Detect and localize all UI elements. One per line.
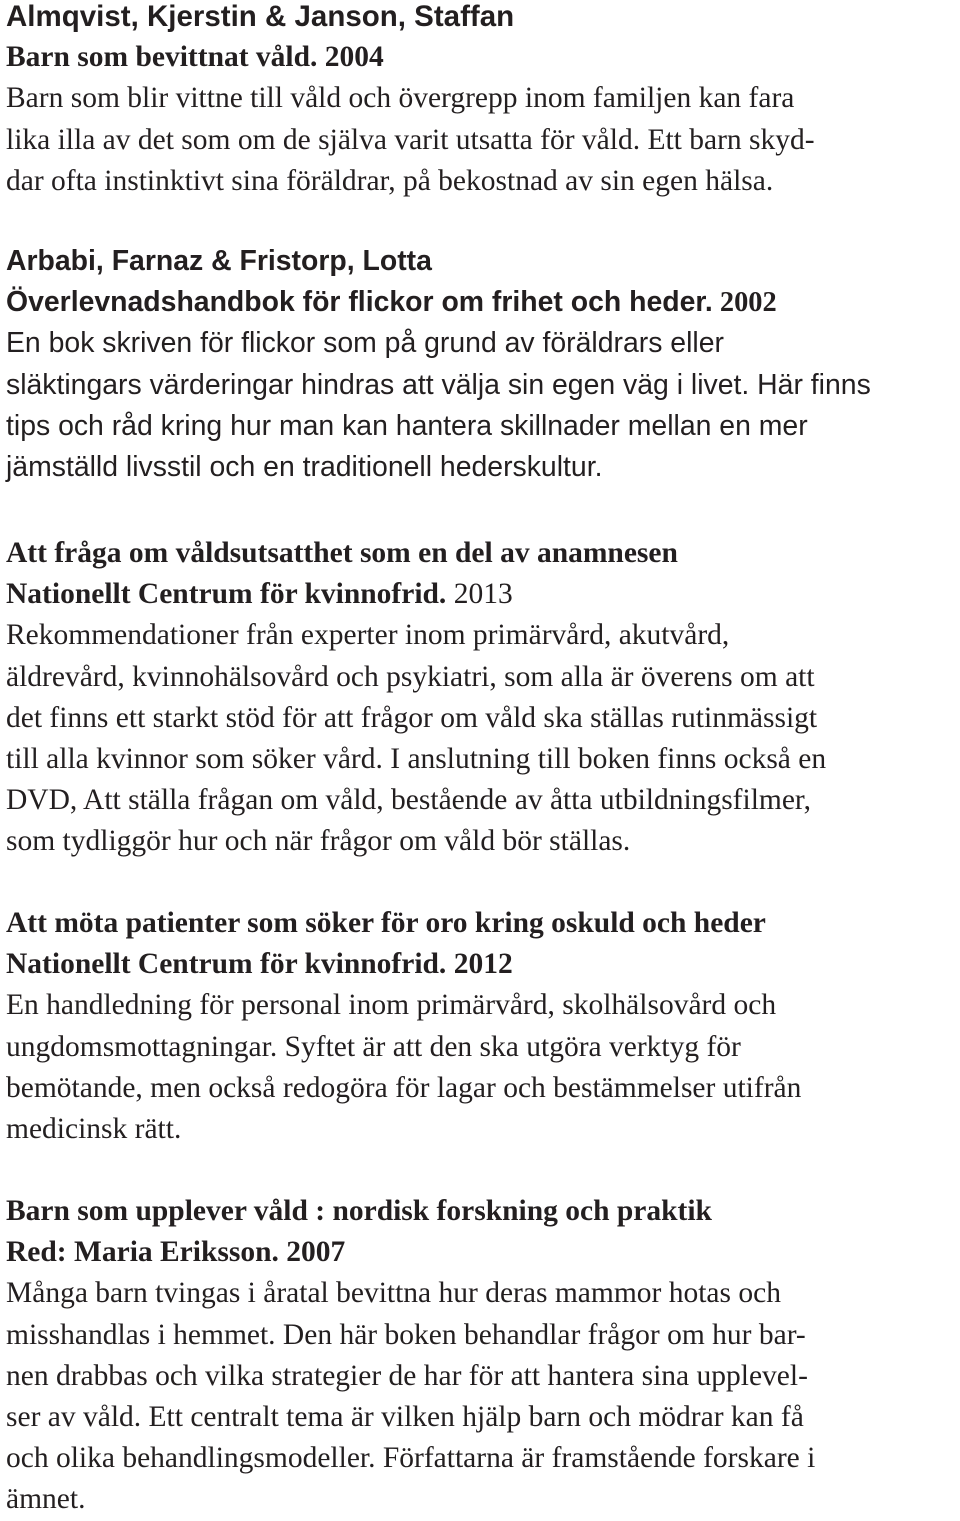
- entry-description-line: Rekommendationer från experter inom primärvård, akutvård,: [6, 619, 730, 652]
- entry-year: 2013: [446, 578, 513, 611]
- entry-description-line: och olika behandlingsmodeller. Författarna är framstående forskare i: [6, 1442, 816, 1475]
- entry-description-line: medicinsk rätt.: [6, 1112, 182, 1145]
- entry-author: Arbabi, Farnaz & Fristorp, Lotta: [6, 245, 432, 277]
- book-entry: [6, 0, 815, 202]
- book-entry: [6, 241, 871, 488]
- book-entry: [6, 533, 826, 863]
- entry-author: Almqvist, Kjerstin & Janson, Staffan: [6, 0, 515, 33]
- entry-author: Nationellt Centrum för kvinnofrid.: [6, 578, 447, 611]
- entry-title: Att möta patienter som söker för oro kring oskuld och heder: [6, 907, 766, 939]
- entry-description-line: jämställd livsstil och en traditionell hederskultur.: [6, 450, 603, 483]
- book-entry: [6, 903, 801, 1150]
- entry-description-line: till alla kvinnor som söker vård. I anslutning till boken finns också en: [6, 742, 827, 775]
- entry-heading-line: [6, 944, 801, 985]
- entry-description-line: ser av våld. Ett centralt tema är vilken hjälp barn och mödrar kan få: [6, 1400, 804, 1433]
- entry-description-line: dar ofta instinktivt sina föräldrar, på bekostnad av sin egen hälsa.: [6, 164, 774, 197]
- entry-description-line: En bok skriven för flickor som på grund av föräldrars eller: [6, 327, 724, 360]
- entry-year: 2002: [712, 287, 777, 319]
- entry-description-line: äldrevård, kvinnohälsovård och psykiatri, som alla är överens om att: [6, 660, 815, 693]
- entry-description-line: det finns ett starkt stöd för att frågor om våld ska ställas rutinmässigt: [6, 701, 818, 734]
- entry-title: Barn som bevittnat våld. 2004: [6, 41, 384, 74]
- entry-description-line: som tydliggör hur och när frågor om våld bör ställas.: [6, 825, 631, 858]
- entry-heading-line: [6, 282, 871, 323]
- entry-description-line: Många barn tvingas i åratal bevittna hur deras mammor hotas och: [6, 1277, 781, 1310]
- entry-title: Att fråga om våldsutsatthet som en del av anamnesen: [6, 537, 678, 569]
- entry-heading-line: [6, 1232, 815, 1273]
- entry-year: 2007: [278, 1236, 346, 1269]
- entry-description-line: bemötande, men också redogöra för lagar och bestämmelser utifrån: [6, 1071, 802, 1104]
- entry-description-line: tips och råd kring hur man kan hantera skillnader mellan en mer: [6, 409, 808, 442]
- entry-description-line: misshandlas i hemmet. Den här boken behandlar frågor om hur bar-: [6, 1318, 806, 1351]
- entry-description-line: Barn som blir vittne till våld och övergrepp inom familjen kan fara: [6, 82, 795, 115]
- book-entry: [6, 1191, 815, 1521]
- entry-title: Barn som upplever våld : nordisk forskning och praktik: [6, 1195, 712, 1227]
- entry-description-line: ämnet.: [6, 1483, 86, 1516]
- entry-title: Överlevnadshandbok för flickor om frihet och heder.: [6, 286, 713, 319]
- entry-description-line: ungdomsmottagningar. Syftet är att den ska utgöra verktyg för: [6, 1030, 741, 1063]
- entry-description-line: En handledning för personal inom primärvård, skolhälsovård och: [6, 989, 777, 1022]
- entry-description-line: släktingars värderingar hindras att välja sin egen väg i livet. Här finns: [6, 368, 871, 401]
- entry-description-line: DVD, Att ställa frågan om våld, bestående av åtta utbildningsfilmer,: [6, 784, 811, 817]
- entry-author: Red: Maria Eriksson.: [6, 1236, 279, 1269]
- entry-description-line: lika illa av det som om de själva varit utsatta för våld. Ett barn skyd-: [6, 123, 815, 156]
- entry-author: Nationellt Centrum för kvinnofrid.: [6, 948, 447, 981]
- entry-description-line: nen drabbas och vilka strategier de har för att hantera sina upplevel-: [6, 1359, 808, 1392]
- entry-heading-line: [6, 574, 826, 615]
- entry-year: 2012: [446, 948, 513, 981]
